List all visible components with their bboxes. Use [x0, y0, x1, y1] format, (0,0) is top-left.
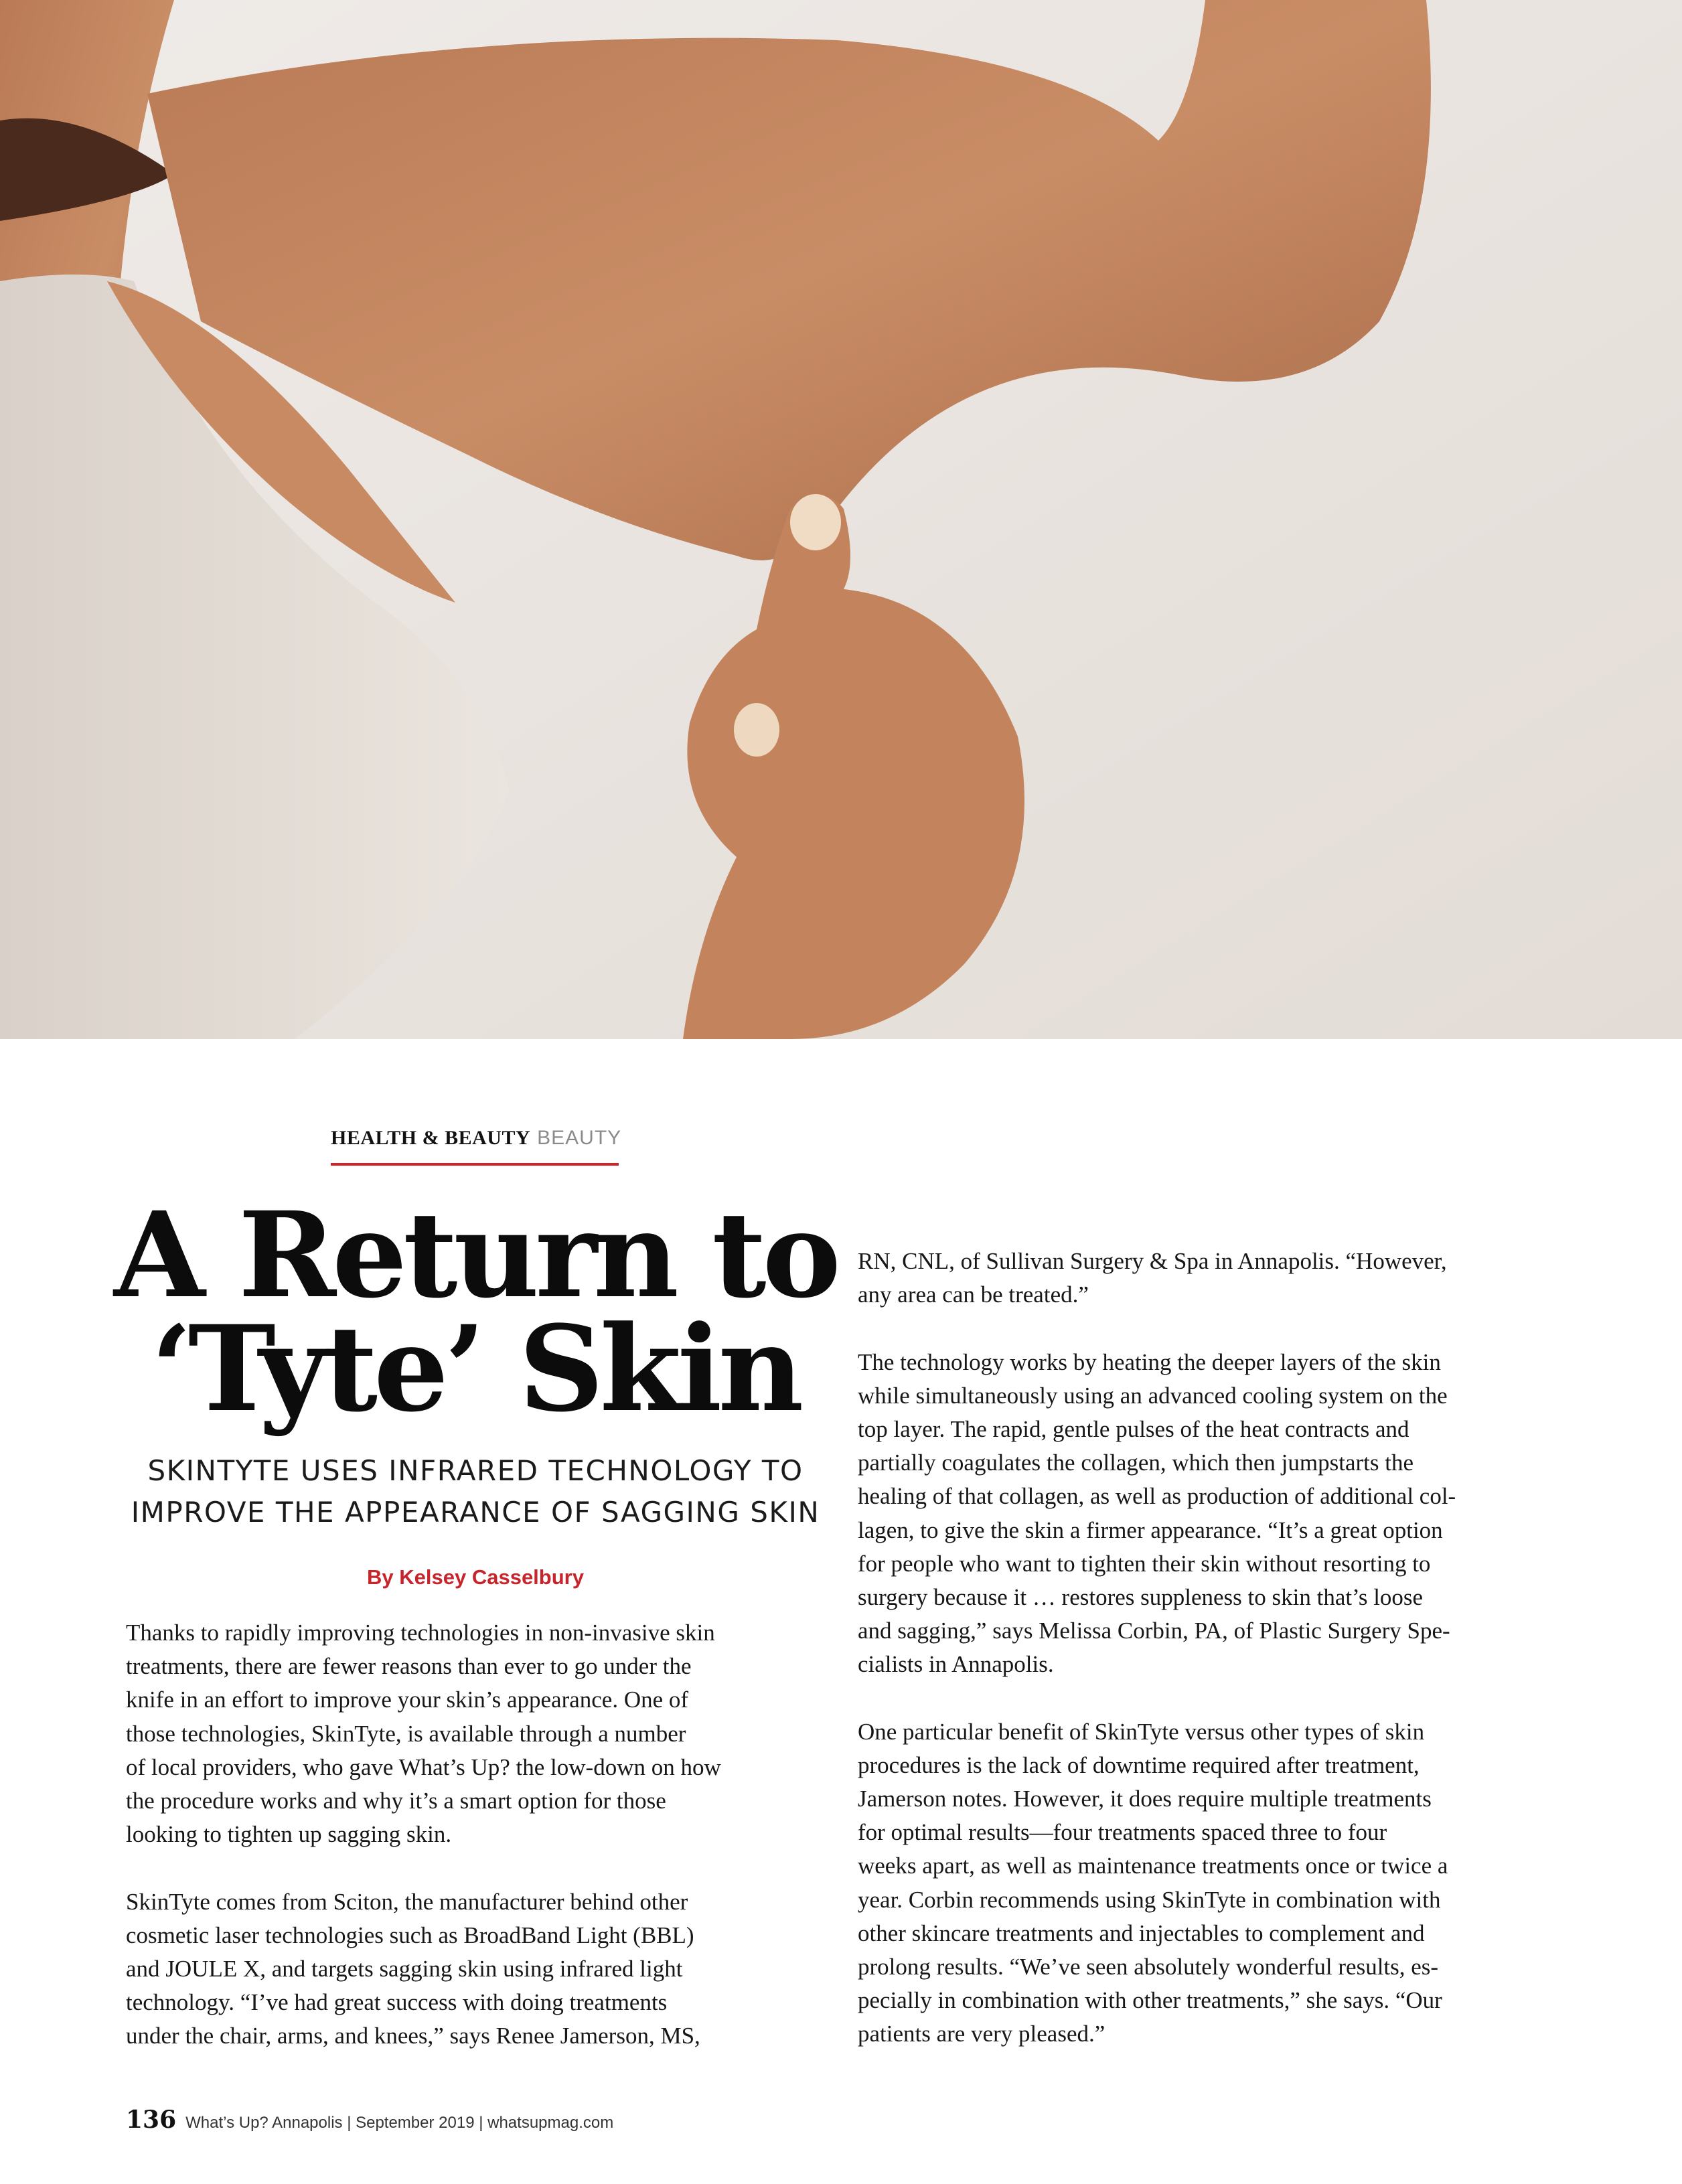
body-text-line: Jamerson notes. However, it does require multiple treatments	[858, 1786, 1432, 1812]
body-text-line: top layer. The rapid, gentle pulses of the heat contracts and	[858, 1415, 1409, 1442]
body-text-line: surgery because it … restores suppleness to skin that’s loose	[858, 1583, 1424, 1610]
section-subname: BEAUTY	[537, 1127, 622, 1149]
body-text-line: treatments, there are fewer reasons than ever to go under the	[126, 1653, 692, 1680]
body-text-line: under the chair, arms, and knees,” says Renee Jamerson, MS,	[126, 2023, 700, 2049]
arm-photo-icon	[0, 0, 1682, 1039]
body-text-line: Thanks to rapidly improving technologies in non-invasive skin	[126, 1620, 715, 1646]
body-text-line: One particular benefit of SkinTyte versus other types of skin	[858, 1718, 1425, 1745]
headline	[100, 1186, 850, 1438]
body-text-line: cosmetic laser technologies such as BroadBand Light (BBL)	[126, 1922, 694, 1948]
body-text-line: partially coagulates the collagen, which then jumpstarts the	[858, 1450, 1414, 1476]
body-text-line: pecially in combination with other treatments,” she says. “Our	[858, 1987, 1442, 2014]
body-text-line: cialists in Annapolis.	[858, 1651, 1054, 1678]
headline-line: ‘Tyte’ Skin	[151, 1300, 800, 1438]
paragraph-break	[858, 1312, 1554, 1345]
footer-text: What’s Up? Annapolis | September 2019 | whatsupmag.com	[185, 2114, 614, 2132]
section-name: HEALTH & BEAUTY	[331, 1127, 531, 1149]
headline-line: A Return to	[114, 1186, 837, 1324]
body-text-line: and JOULE X, and targets sagging skin using infrared light	[126, 1955, 683, 1982]
body-text-line: technology. “I’ve had great success with doing treatments	[126, 1989, 668, 2016]
body-column-right	[858, 1245, 1554, 2051]
body-text-line: while simultaneously using an advanced cooling system on the	[858, 1382, 1448, 1409]
body-text-line: for people who want to tighten their skin without resorting to	[858, 1550, 1431, 1577]
hero-photo	[0, 0, 1682, 1039]
subheadline-line: SKINTYTE USES INFRARED TECHNOLOGY TO	[147, 1454, 804, 1487]
body-text-line: The technology works by heating the deeper layers of the skin	[858, 1348, 1441, 1375]
body-text-line: healing of that collagen, as well as production of additional col-	[858, 1483, 1456, 1510]
body-text-line: year. Corbin recommends using SkinTyte in combination with	[858, 1886, 1441, 1913]
body-text-line: procedures is the lack of downtime required after treatment,	[858, 1751, 1420, 1778]
section-tag	[331, 1125, 621, 1152]
paragraph-break	[126, 1851, 822, 1885]
subheadline-line: IMPROVE THE APPEARANCE OF SAGGING SKIN	[131, 1496, 820, 1529]
section-rule	[331, 1163, 619, 1166]
page-number: 136	[126, 2106, 177, 2134]
body-text-line: any area can be treated.”	[858, 1281, 1089, 1308]
body-text-line: of local providers, who gave What’s Up? the low-down on how	[126, 1753, 721, 1780]
body-text-line: weeks apart, as well as maintenance treatments once or twice a	[858, 1853, 1448, 1879]
body-text-line: knife in an effort to improve your skin’s appearance. One of	[126, 1687, 689, 1713]
body-text-line: other skincare treatments and injectables to complement and	[858, 1920, 1425, 1946]
byline: By Kelsey Casselbury	[367, 1565, 584, 1589]
body-column-left	[126, 1616, 822, 2053]
body-text-line: patients are very pleased.”	[858, 2021, 1105, 2047]
body-text-line: SkinTyte comes from Sciton, the manufacturer behind other	[126, 1888, 688, 1915]
body-text-line: looking to tighten up sagging skin.	[126, 1821, 452, 1848]
body-text-line: lagen, to give the skin a firmer appearance. “It’s a great option	[858, 1516, 1443, 1543]
body-text-line: and sagging,” says Melissa Corbin, PA, of Plastic Surgery Spe-	[858, 1618, 1450, 1644]
body-text-line: RN, CNL, of Sullivan Surgery & Spa in Annapolis. “However,	[858, 1248, 1447, 1274]
subheadline	[100, 1450, 850, 1533]
body-text-line: for optimal results—four treatments spaced three to four	[858, 1819, 1387, 1846]
page-footer	[126, 2106, 613, 2136]
body-text-line: the procedure works and why it’s a smart option for those	[126, 1787, 666, 1814]
body-text-line: those technologies, SkinTyte, is available through a number	[126, 1720, 686, 1747]
paragraph-break	[858, 1681, 1554, 1715]
body-text-line: prolong results. “We’ve seen absolutely wonderful results, es-	[858, 1953, 1439, 1980]
